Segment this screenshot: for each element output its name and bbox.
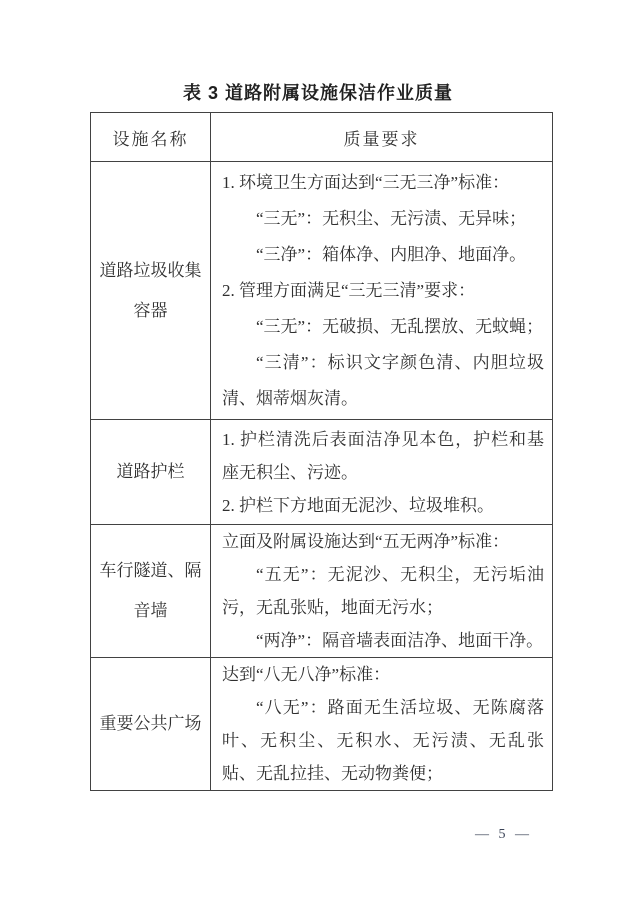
page-number: — 5 — <box>475 827 532 842</box>
requirement-line: “三净”：箱体净、内胆净、地面净。 <box>256 244 527 264</box>
facility-cell: 道路垃圾收集容器 <box>91 162 211 420</box>
requirement-line: 立面及附属设施达到“五无两净”标准： <box>222 532 510 551</box>
requirement-line: 1. 环境卫生方面达到“三无三净”标准： <box>222 172 510 192</box>
requirement-cell <box>211 162 553 420</box>
requirement-line: “两净”：隔音墙表面洁净、地面干净。 <box>256 631 544 650</box>
facility-cell: 道路护栏 <box>91 420 211 525</box>
table-row <box>91 525 553 658</box>
requirement-line: “三无”：无破损、无乱摆放、无蚊蝇； <box>256 316 544 336</box>
requirement-line: “五无”：无泥沙、无积尘，无污垢油污，无乱张贴，地面无污水； <box>222 565 544 617</box>
requirement-cell <box>211 658 553 791</box>
requirement-line: 达到“八无八净”标准： <box>222 665 391 684</box>
quality-table <box>90 112 553 791</box>
requirement-line: “三无”：无积尘、无污渍、无异味； <box>256 208 527 228</box>
header-row <box>91 113 553 162</box>
requirement-line: 2. 护栏下方地面无泥沙、垃圾堆积。 <box>222 495 494 515</box>
requirement-line: 1. 护栏清洗后表面洁净见本色，护栏和基座无积尘、污迹。 <box>222 429 544 482</box>
table-title: 表 3 道路附属设施保洁作业质量 <box>182 83 453 103</box>
requirement-line: 2. 管理方面满足“三无三清”要求： <box>222 280 476 300</box>
table-row <box>91 162 553 420</box>
table-row <box>91 658 553 791</box>
facility-cell: 重要公共广场 <box>91 658 211 791</box>
facility-cell: 车行隧道、隔音墙 <box>91 525 211 658</box>
requirement-cell <box>211 525 553 658</box>
column-header-requirement: 质量要求 <box>211 113 553 162</box>
requirement-line: “三清”：标识文字颜色清、内胆垃圾清、烟蒂烟灰清。 <box>222 352 544 408</box>
column-header-facility: 设施名称 <box>91 113 211 162</box>
requirement-line: “八无”：路面无生活垃圾、无陈腐落叶、无积尘、无积水、无污渍、无乱张贴、无乱拉挂、无动物粪便； <box>222 698 544 783</box>
table-row <box>91 420 553 525</box>
requirement-cell <box>211 420 553 525</box>
